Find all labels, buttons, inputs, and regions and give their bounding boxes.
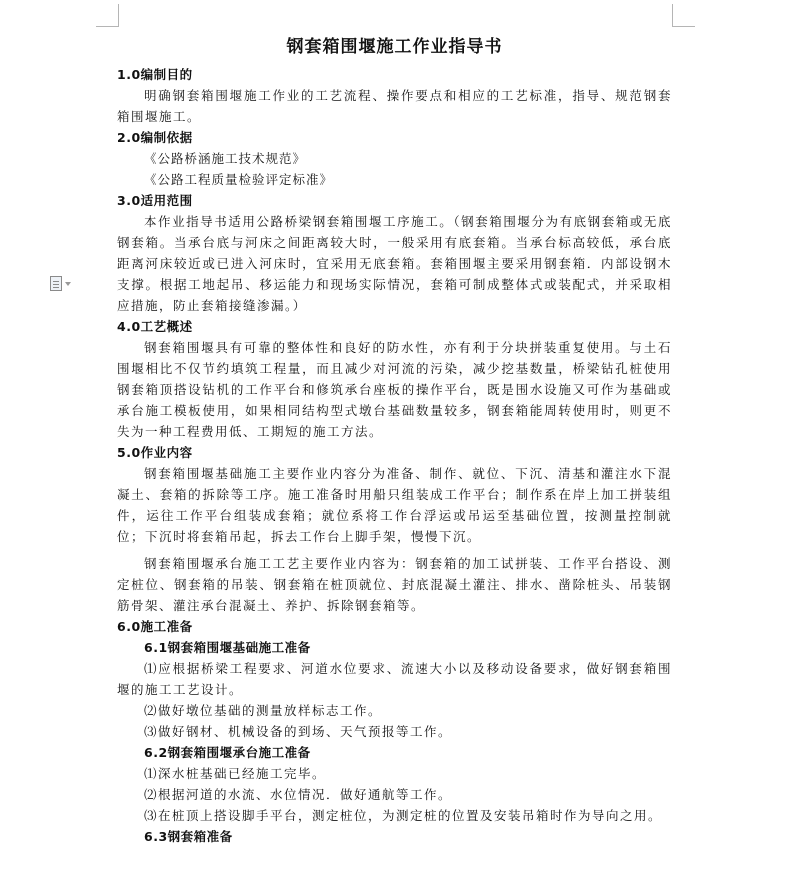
list-item: ⑶做好钢材、机械设备的到场、天气预报等工作。 bbox=[144, 724, 453, 739]
paragraph-work-content-1: 钢套箱围堰基础施工主要作业内容分为准备、制作、就位、下沉、清基和灌注水下混凝土、套箱的拆除等工序。施工准备时用船只组装成工作平台；制作系在岸上加工拼装组件，运往工作平台组装成套箱；就位系将工作台浮运或吊运至基础位置，按测量控制就位；下沉时将套箱吊起，拆去工作台上脚手架，慢慢下沉。 bbox=[117, 466, 672, 544]
list-item: ⑴应根据桥梁工程要求、河道水位要求、流速大小以及移动设备要求，做好钢套箱围堰的施工工艺设计。 bbox=[117, 661, 672, 697]
paragraph-overview: 钢套箱围堰具有可靠的整体性和良好的防水性，亦有利于分块拼装重复使用。与土石围堰相比不仅节约填筑工程量，而且减少对河流的污染，减少挖基数量，桥梁钻孔桩使用钢套箱顶搭设钻机的工作平台和修筑承台座板的操作平台，既是围水设施又可作为基础或承台施工模板使用，如果相同结构型式墩台基础数量较多，钢套箱能周转使用时，则更不失为一种工程费用低、工期短的施工方法。 bbox=[117, 340, 672, 439]
document-icon bbox=[50, 276, 62, 291]
page-corner-mark-top-right bbox=[672, 4, 695, 27]
page-corner-mark-top-left bbox=[96, 4, 119, 27]
paragraph-scope-text: 本作业指导书适用公路桥梁钢套箱围堰工序施工。（钢套箱围堰分为有底钢套箱或无底钢套箱。当承台底与河床之间距离较大时，一般采用有底套箱。当承台标高较低，承台底距离河床较近或已进入河床时，宜采用无底套箱。套箱围堰主要采用钢套箱．内部设钢木支撑。根据工地起吊、移运能力和现场实际情况，套箱可制成整体式或装配式，并采取相应措施，防止套箱接缝渗漏。） bbox=[117, 214, 672, 313]
section-heading-overview: 4.0工艺概述 bbox=[117, 319, 193, 334]
document-body[interactable] bbox=[117, 30, 672, 847]
section-heading-purpose: 1.0编制目的 bbox=[117, 67, 193, 82]
document-title: 钢套箱围堰施工作业指导书 bbox=[286, 37, 503, 57]
list-item: ⑶在桩顶上搭设脚手平台，测定桩位，为测定桩的位置及安装吊箱时作为导向之用。 bbox=[144, 808, 663, 823]
list-item: ⑵做好墩位基础的测量放样标志工作。 bbox=[144, 703, 383, 718]
section-heading-basis: 2.0编制依据 bbox=[117, 130, 193, 145]
paragraph-options-button[interactable] bbox=[50, 276, 71, 291]
subsection-heading-6-1: 6.1钢套箱围堰基础施工准备 bbox=[144, 640, 311, 655]
section-heading-work-content: 5.0作业内容 bbox=[117, 445, 193, 460]
list-item: ⑴深水桩基础已经施工完毕。 bbox=[144, 766, 327, 781]
section-heading-preparation: 6.0施工准备 bbox=[117, 619, 193, 634]
paragraph-scope bbox=[117, 211, 672, 316]
subsection-heading-6-2: 6.2钢套箱围堰承台施工准备 bbox=[144, 745, 311, 760]
reference-item: 《公路桥涵施工技术规范》 bbox=[144, 151, 307, 166]
reference-item: 《公路工程质量检验评定标准》 bbox=[144, 172, 334, 187]
paragraph-purpose: 明确钢套箱围堰施工作业的工艺流程、操作要点和相应的工艺标准，指导、规范钢套箱围堰施工。 bbox=[117, 88, 672, 124]
subsection-heading-6-3: 6.3钢套箱准备 bbox=[144, 829, 233, 844]
list-item: ⑵根据河道的水流、水位情况．做好通航等工作。 bbox=[144, 787, 453, 802]
chevron-down-icon bbox=[65, 282, 71, 286]
section-heading-scope: 3.0适用范围 bbox=[117, 193, 193, 208]
paragraph-work-content-2: 钢套箱围堰承台施工工艺主要作业内容为：钢套箱的加工试拼装、工作平台搭设、测定桩位、钢套箱的吊装、钢套箱在桩顶就位、封底混凝土灌注、排水、凿除桩头、吊装钢筋骨架、灌注承台混凝土、养护、拆除钢套箱等。 bbox=[117, 556, 672, 613]
